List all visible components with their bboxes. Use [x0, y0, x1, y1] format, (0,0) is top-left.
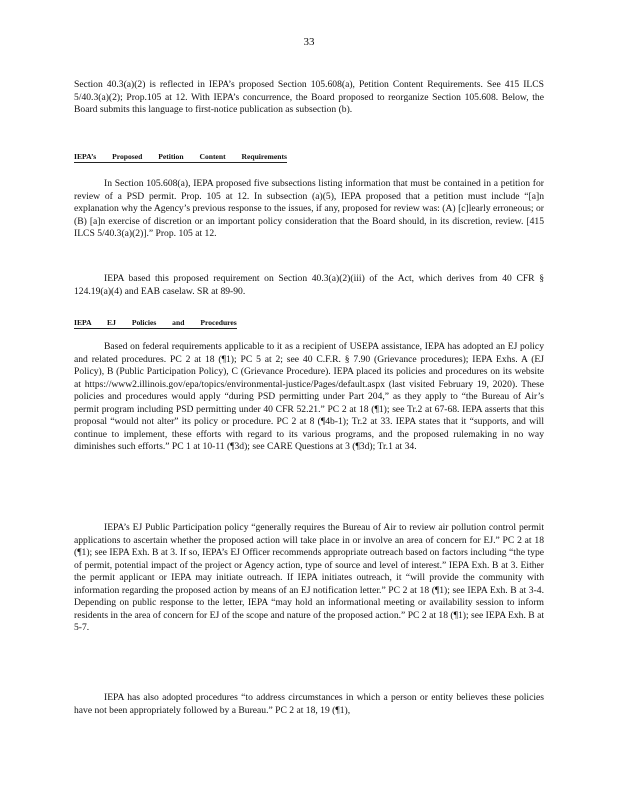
heading-ej-policies: IEPA EJ Policies and Procedures	[74, 318, 237, 327]
page-number: 33	[303, 36, 315, 48]
paragraph-iepa-based-requirement: IEPA based this proposed requirement on Section 40.3(a)(2)(iii) of the Act, which derives from 40 CFR § 124.19(a)(4) and EAB caselaw. SR at 89-90.	[74, 273, 544, 297]
heading-petition-content-requirements: IEPA’s Proposed Petition Content Requirements	[74, 152, 287, 161]
paragraph-section-40-3: Section 40.3(a)(2) is reflected in IEPA’s proposed Section 105.608(a), Petition Content Requirements. See 415 ILCS 5/40.3(a)(2); Prop.105 at 12. With IEPA’s concurrence, the Board proposed to reorganize Section 105.608. Below, the Board submits this language to first-notice publication as subsection (b).	[74, 79, 544, 115]
paragraph-federal-requirements: Based on federal requirements applicable to it as a recipient of USEPA assistance, IEPA has adopted an EJ policy and related procedures. PC 2 at 18 (¶1); PC 5 at 2; see 40 C.F.R. § 7.90 (Grievance procedures); IEPA Exhs. A (EJ Policy), B (Public Participation Policy), C (Grievance Procedure). IEPA placed its policies and procedures on its website at https://www2.illinois.gov/epa/topics/environmental-justice/Pages/default.aspx (last visited February 19, 2020). These policies and procedures would apply “during PSD permitting under Part 204,” as they apply to “the Bureau of Air’s permit program including PSD permitting under 40 CFR 52.21.” PC 2 at 18 (¶1); see Tr.2 at 67-68. IEPA asserts that this proposal “would not alter” its policy or procedure. PC 2 at 8 (¶4b-1); Tr.2 at 33. IEPA states that it “supports, and will continue to implement, these efforts with regard to its various programs, and the proposed rulemaking in no way diminishes such efforts.” PC 1 at 10-11 (¶3d); see CARE Questions at 3 (¶3d); Tr.1 at 34.	[74, 341, 544, 452]
paragraph-ej-public-participation: IEPA’s EJ Public Participation policy “generally requires the Bureau of Air to review air pollution control permit applications to ascertain whether the proposed action will take place in or involve an area of concern for EJ.” PC 2 at 18 (¶1); see IEPA Exh. B at 3. If so, IEPA’s EJ Officer recommends appropriate outreach based on factors including “the type of permit, potential impact of the project or Agency action, type of source and level of interest.” IEPA Exh. B at 3. Either the permit applicant or IEPA may initiate outreach. If IEPA initiates outreach, it “will provide the community with information regarding the proposed action by means of an EJ notification letter.” PC 2 at 18 (¶1); see IEPA Exh. B at 3-4. Depending on public response to the letter, IEPA “may hold an informational meeting or availability session to inform residents in the area of concern for EJ of the scope and nature of the proposed action.” PC 2 at 18 (¶1); see IEPA Exh. B at 5-7.	[74, 522, 544, 633]
paragraph-grievance-procedures: IEPA has also adopted procedures “to address circumstances in which a person or entity believes these policies have not been appropriately followed by a Bureau.” PC 2 at 18, 19 (¶1),	[74, 692, 544, 716]
paragraph-section-105-608: In Section 105.608(a), IEPA proposed five subsections listing information that must be contained in a petition for review of a PSD permit. Prop. 105 at 12. In subsection (a)(5), IEPA proposed that a petition must include “[a]n explanation why the Agency’s previous response to the issues, if any, proposed for review was: (A) [c]learly erroneous; or (B) [a]n exercise of discretion or an important policy consideration that the Board should, in its discretion, review. [415 ILCS 5/40.3(a)(2)].” Prop. 105 at 12.	[74, 178, 544, 239]
